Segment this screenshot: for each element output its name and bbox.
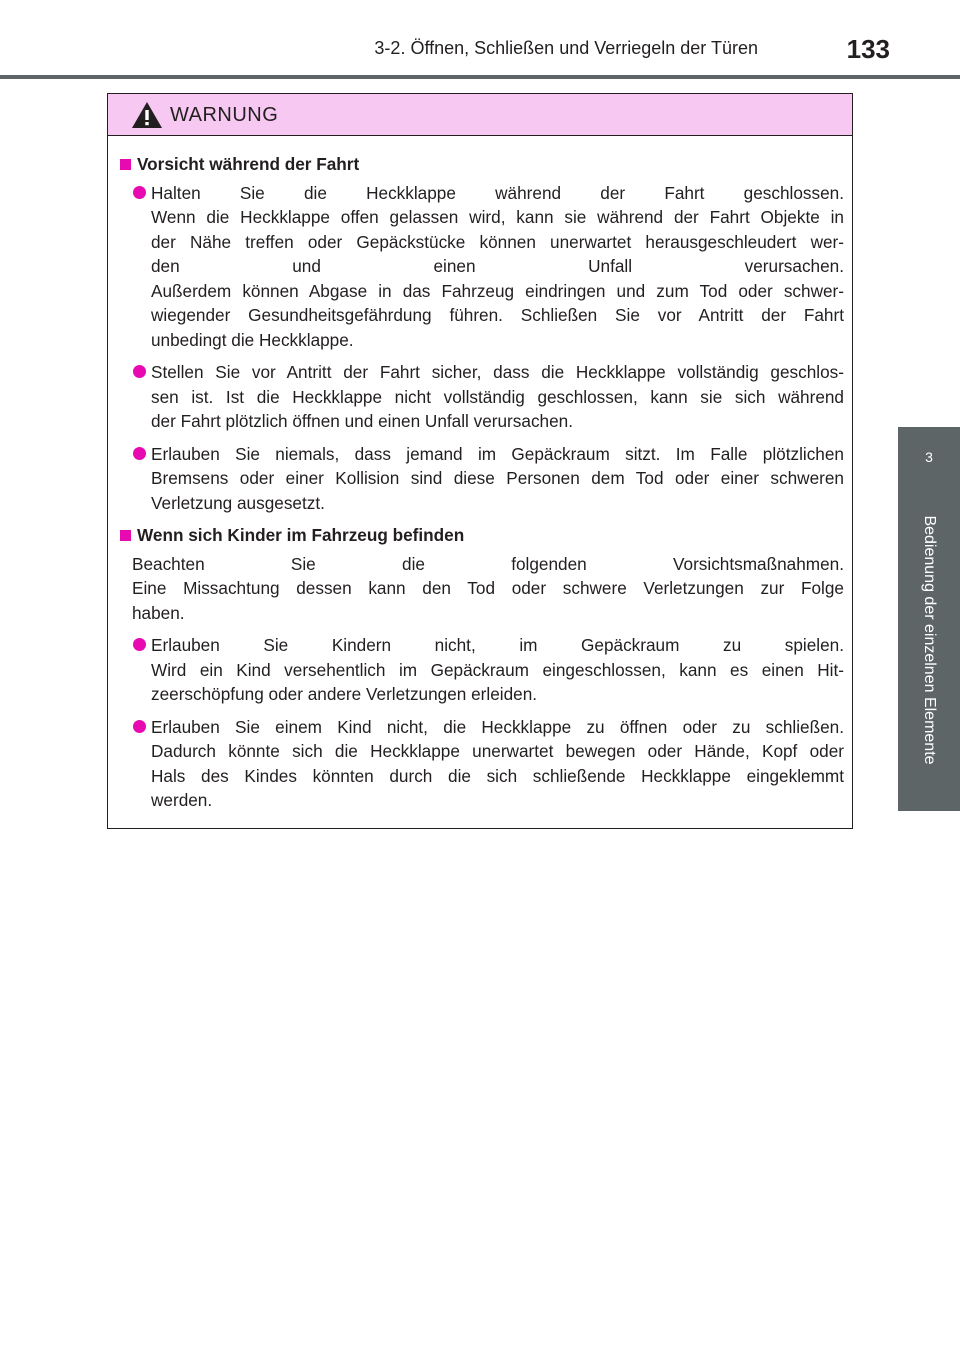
section-heading-text: Vorsicht während der Fahrt xyxy=(137,154,360,174)
text-line: Erlauben Sie Kindern nicht, im Gepäckraum zu spielen. xyxy=(151,635,844,655)
text-line: wiegender Gesundheitsgefährdung führen. Schließen Sie vor Antritt der Fahrt xyxy=(151,305,844,325)
warning-box xyxy=(107,93,853,829)
section-heading xyxy=(120,152,844,177)
bullet-item xyxy=(120,181,844,353)
text-line: den und einen Unfall verursachen. xyxy=(151,256,844,276)
text-line: Wird ein Kind versehentlich im Gepäckraum eingeschlossen, kann es einen Hit- xyxy=(151,659,844,680)
text-line: Hals des Kindes könnten durch die sich schließende Heckklappe eingeklemmt xyxy=(151,765,844,786)
text-line: Stellen Sie vor Antritt der Fahrt sicher, dass die Heckklappe vollständig geschlos- xyxy=(151,362,844,382)
circle-bullet-icon xyxy=(133,365,146,378)
text-line: Bremsens oder einer Kollision sind diese Personen dem Tod oder einer schweren xyxy=(151,468,844,488)
warning-body xyxy=(108,136,852,813)
text-line: Halten Sie die Heckklappe während der Fahrt geschlossen. xyxy=(151,182,844,203)
chapter-number: 3 xyxy=(925,449,933,465)
section-intro xyxy=(120,552,844,626)
section-heading-text: Wenn sich Kinder im Fahrzeug befinden xyxy=(137,525,465,545)
square-bullet-icon xyxy=(120,159,131,170)
text-line: sen ist. Ist die Heckklappe nicht vollständig geschlossen, kann sie sich während xyxy=(151,386,844,407)
text-line: Wenn die Heckklappe offen gelassen wird, kann sie während der Fahrt Objekte in xyxy=(151,207,844,227)
text-line: Außerdem können Abgase in das Fahrzeug eindringen und zum Tod oder schwer- xyxy=(151,280,844,301)
section-heading xyxy=(120,523,844,548)
text-line: haben. xyxy=(132,602,185,623)
square-bullet-icon xyxy=(120,530,131,541)
bullet-item xyxy=(120,715,844,813)
section-title: 3-2. Öffnen, Schließen und Verriegeln der Türen xyxy=(374,38,758,58)
text-line: Beachten Sie die folgenden Vorsichtsmaßnahmen. xyxy=(132,553,844,574)
circle-bullet-icon xyxy=(133,638,146,651)
text-line: Eine Missachtung dessen kann den Tod oder schwere Verletzungen zur Folge xyxy=(132,578,844,598)
warning-title: WARNUNG xyxy=(170,104,279,126)
circle-bullet-icon xyxy=(133,447,146,460)
circle-bullet-icon xyxy=(133,720,146,733)
text-line: zeerschöpfung oder andere Verletzungen erleiden. xyxy=(151,684,538,704)
bullet-item xyxy=(120,633,844,707)
text-line: der Nähe treffen oder Gepäckstücke können unerwartet herausgeschleudert wer- xyxy=(151,231,844,252)
text-line: Erlauben Sie niemals, dass jemand im Gepäckraum sitzt. Im Falle plötzlichen xyxy=(151,443,844,464)
bullet-item xyxy=(120,442,844,516)
warning-triangle-icon xyxy=(131,101,163,129)
bullet-item xyxy=(120,360,844,434)
text-line: Dadurch könnte sich die Heckklappe unerwartet bewegen oder Hände, Kopf oder xyxy=(151,741,844,761)
chapter-label: Bedienung der einzelnen Elemente xyxy=(921,515,938,765)
text-line: Verletzung ausgesetzt. xyxy=(151,492,325,513)
warning-header xyxy=(108,94,852,136)
page-number: 133 xyxy=(846,34,890,64)
text-line: unbedingt die Heckklappe. xyxy=(151,329,354,350)
chapter-tab xyxy=(898,427,960,811)
text-line: werden. xyxy=(151,790,213,810)
header-rule xyxy=(0,75,960,79)
circle-bullet-icon xyxy=(133,186,146,199)
text-line: Erlauben Sie einem Kind nicht, die Heckklappe zu öffnen oder zu schließen. xyxy=(151,716,844,737)
text-line: der Fahrt plötzlich öffnen und einen Unfall verursachen. xyxy=(151,411,573,431)
